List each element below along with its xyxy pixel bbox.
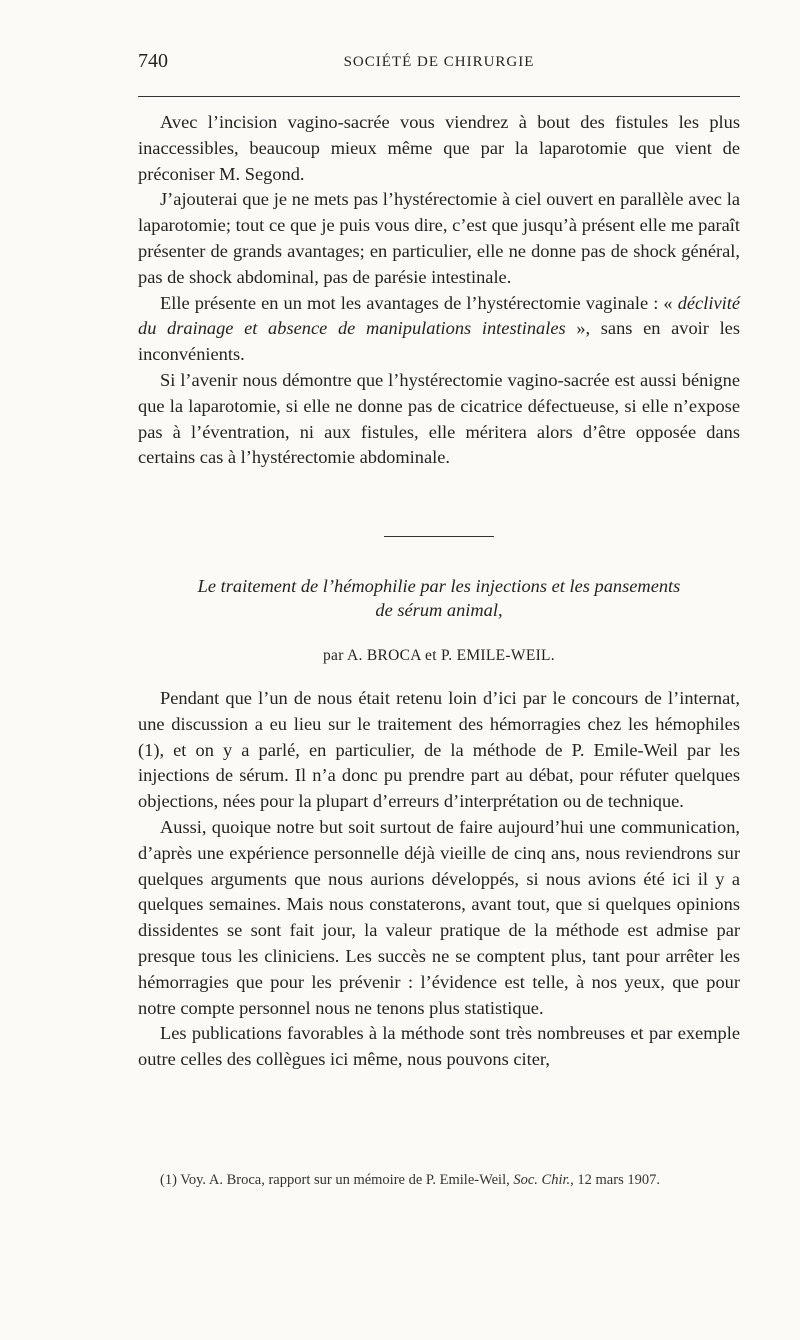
paragraph: Aussi, quoique notre but soit surtout de faire aujourd’hui une communication, d’après une expérience personnelle déjà vieille de cinq ans, nous reviendrons sur quelques arguments que nous aurions développés, si nous avions été ici il y a quelques semaines. Mais nous constaterons, avant tout, que si quelques opinions dissidentes se sont fait jour, la valeur pratique de la méthode est admise par presque tous les cliniciens. Les succès ne se comptent plus, tant pour arrêter les hémorragies que pour les prévenir : l’évidence est telle, à nos yeux, que pour notre compte personnel nous ne tenons plus statistique.: [138, 816, 740, 1018]
footnote-journal: Soc. Chir.: [513, 1171, 571, 1188]
paragraph: Les publications favorables à la méthode sont très nombreuses et par exemple outre celles des collègues ici même, nous pouvons citer,: [138, 1023, 740, 1070]
text-run: Elle présente en un mot les avantages de l’hystérectomie vaginale : «: [160, 292, 678, 313]
italic-quote: déclivité du drainage et absence de manipulations intestinales: [138, 292, 740, 339]
paragraph: Avec l’incision vagino-sacrée vous viendrez à bout des fistules les plus inaccessibles, beaucoup mieux même que par la laparotomie que vient de préconiser M. Segond.: [138, 112, 740, 184]
article-byline: par A. BROCA et P. EMILE-WEIL.: [322, 647, 555, 664]
running-head: SOCIÉTÉ DE CHIRURGIE: [343, 54, 535, 70]
title-line: de sérum animal,: [375, 600, 503, 620]
text-run: », sans en avoir les inconvénients.: [138, 318, 741, 365]
paragraph: J’ajouterai que je ne mets pas l’hystérectomie à ciel ouvert en parallèle avec la laparotomie; tout ce que je puis vous dire, c’est que jusqu’à présent elle me paraît présenter de grands avantages; en particulier, elle ne donne pas de shock général, pas de shock abdominal, pas de parésie intestinale.: [138, 189, 740, 287]
title-line: Le traitement de l’hémophilie par les injections et les pansements: [197, 576, 681, 596]
section-previous-discussion: [138, 110, 740, 471]
header-rule: [138, 96, 740, 97]
footnote-text: , 12 mars 1907.: [570, 1171, 660, 1188]
paragraph-with-quote: [138, 291, 740, 368]
article-title: [138, 574, 740, 622]
article-body: [138, 686, 740, 1073]
paragraph: Si l’avenir nous démontre que l’hystérectomie vagino-sacrée est aussi bénigne que la laparotomie, si elle ne donne pas de cicatrice défectueuse, si elle n’expose pas à l’éventration, ni aux fistules, elle méritera alors d’être opposée dans certains cas à l’hystérectomie abdominale.: [138, 369, 740, 468]
page-number: 740: [138, 50, 168, 72]
footnote: [138, 1170, 740, 1190]
page-header: [138, 50, 740, 80]
footnote-text: (1) Voy. A. Broca, rapport sur un mémoire de P. Emile-Weil,: [160, 1171, 514, 1188]
section-separator: [384, 536, 494, 537]
paragraph: Pendant que l’un de nous était retenu loin d’ici par le concours de l’internat, une discussion a eu lieu sur le traitement des hémorragies chez les hémophiles (1), et on y a parlé, en particulier, de la méthode de P. Emile-Weil par les injections de sérum. Il n’a donc pu prendre part au débat, pour réfuter quelques objections, nées pour la plupart d’erreurs d’interprétation ou de technique.: [138, 688, 740, 812]
